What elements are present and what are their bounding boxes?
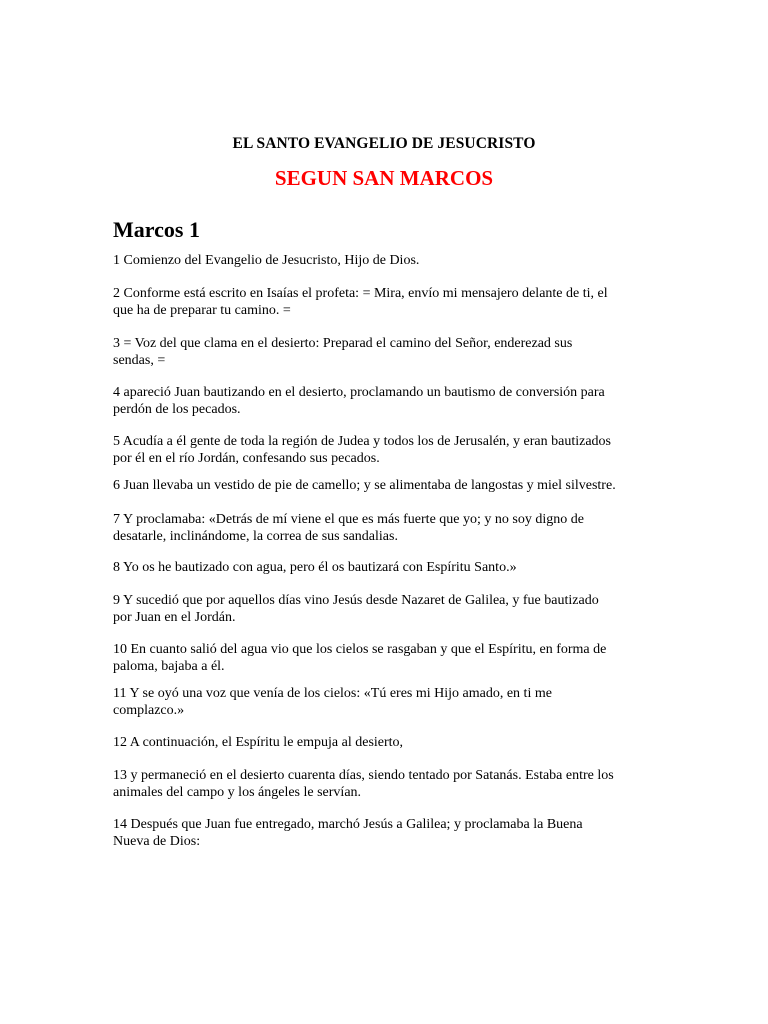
- document-subtitle: SEGUN SAN MARCOS: [274, 166, 494, 190]
- verse-line: desatarle, inclinándome, la correa de sus sandalias.: [113, 529, 398, 544]
- verse-line: 8 Yo os he bautizado con agua, pero él os bautizará con Espíritu Santo.»: [113, 560, 517, 575]
- verse-4: [113, 384, 658, 418]
- verse-line: 12 A continuación, el Espíritu le empuja al desierto,: [113, 735, 404, 750]
- verse-6: [113, 477, 658, 494]
- verse-line: sendas, =: [113, 353, 166, 368]
- verse-8: [113, 559, 658, 576]
- verse-line: 14 Después que Juan fue entregado, marchó Jesús a Galilea; y proclamaba la Buena: [113, 817, 583, 832]
- verse-7: [113, 511, 658, 545]
- verse-line: por Juan en el Jordán.: [113, 610, 236, 625]
- verse-2: [113, 285, 658, 319]
- verse-line: 9 Y sucedió que por aquellos días vino Jesús desde Nazaret de Galilea, y fue bautizado: [113, 593, 599, 608]
- verse-9: [113, 592, 658, 626]
- verse-line: 6 Juan llevaba un vestido de pie de camello; y se alimentaba de langostas y miel silvestre.: [113, 478, 616, 493]
- verse-line: complazco.»: [113, 703, 185, 718]
- verse-line: 10 En cuanto salió del agua vio que los cielos se rasgaban y que el Espíritu, en forma de: [113, 642, 607, 657]
- verse-3: [113, 335, 658, 369]
- verse-line: animales del campo y los ángeles le servían.: [113, 785, 362, 800]
- verse-13: [113, 767, 658, 801]
- verse-line: que ha de preparar tu camino. =: [113, 303, 291, 318]
- verse-10: [113, 641, 658, 675]
- verse-line: Nueva de Dios:: [113, 834, 201, 849]
- verse-line: 2 Conforme está escrito en Isaías el profeta: = Mira, envío mi mensajero delante de ti, el: [113, 286, 608, 301]
- verse-1: [113, 252, 658, 269]
- verse-5: [113, 433, 658, 467]
- verse-line: perdón de los pecados.: [113, 402, 241, 417]
- verse-line: por él en el río Jordán, confesando sus pecados.: [113, 451, 380, 466]
- verse-line: 4 apareció Juan bautizando en el desierto, proclamando un bautismo de conversión para: [113, 385, 605, 400]
- verse-line: 13 y permaneció en el desierto cuarenta días, siendo tentado por Satanás. Estaba entre los: [113, 768, 614, 783]
- verse-line: 1 Comienzo del Evangelio de Jesucristo, Hijo de Dios.: [113, 253, 420, 268]
- verse-14: [113, 816, 658, 850]
- verse-line: 11 Y se oyó una voz que venía de los cielos: «Tú eres mi Hijo amado, en ti me: [113, 686, 552, 701]
- verse-line: paloma, bajaba a él.: [113, 659, 225, 674]
- verse-line: 5 Acudía a él gente de toda la región de Judea y todos los de Jerusalén, y eran bautizados: [113, 434, 612, 449]
- verse-12: [113, 734, 658, 751]
- chapter-heading: Marcos 1: [113, 217, 200, 242]
- verse-line: 7 Y proclamaba: «Detrás de mí viene el que es más fuerte que yo; y no soy digno de: [113, 512, 584, 527]
- document-title: EL SANTO EVANGELIO DE JESUCRISTO: [232, 135, 536, 152]
- verse-line: 3 = Voz del que clama en el desierto: Preparad el camino del Señor, enderezad sus: [113, 336, 573, 351]
- verse-11: [113, 685, 658, 719]
